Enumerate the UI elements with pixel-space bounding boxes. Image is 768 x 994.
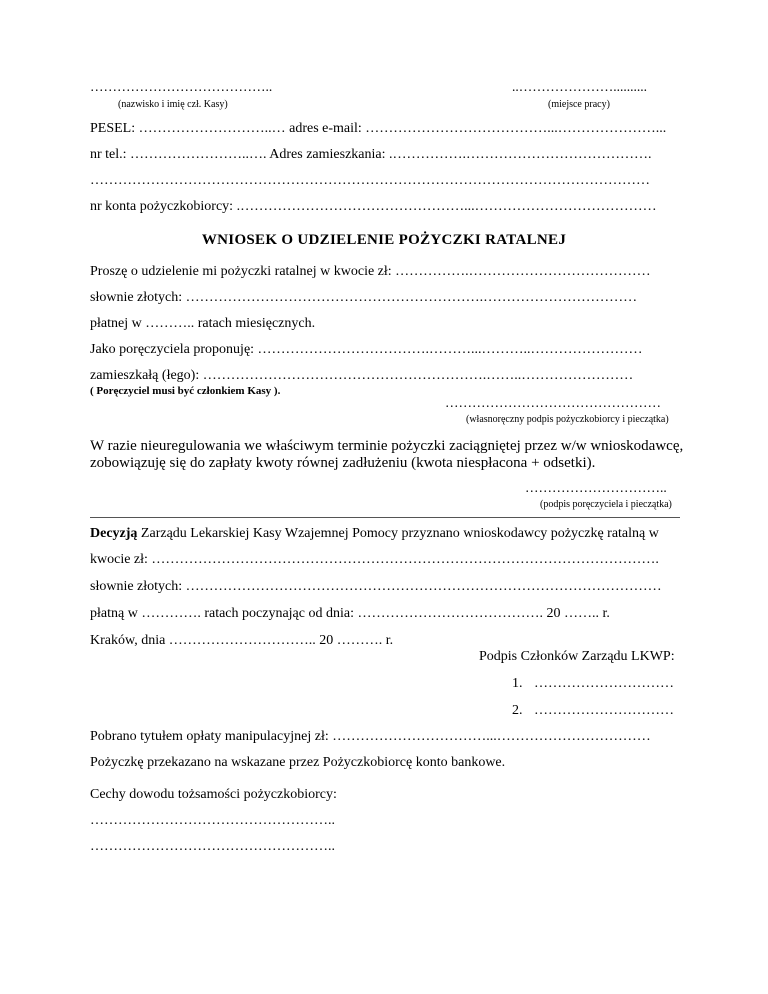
workplace-field-label: (miejsce pracy)	[548, 99, 610, 110]
page-title: WNIOSEK O UDZIELENIE POŻYCZKI RATALNEJ	[201, 232, 567, 248]
section-divider	[90, 517, 680, 518]
decision-text-line	[90, 526, 659, 542]
pesel-email-line: PESEL: ………………………..… adres e-mail: …………………………………...…………………...	[90, 121, 667, 136]
installments-line: płatnej w ……….. ratach miesięcznych.	[90, 316, 316, 331]
guarantor-line: Jako poręczyciela proponuję: ……………………………….………...………..……………………	[90, 342, 643, 357]
board-signature-1-dots: …………………………	[534, 676, 674, 691]
name-field-label: (nazwisko i imię czł. Kasy)	[118, 99, 228, 110]
workplace-dotted-field: ..…………………..........	[512, 79, 647, 94]
handling-fee-line: Pobrano tytułem opłaty manipulacyjnej zł: ……………………………...……………………………	[90, 729, 651, 744]
name-dotted-field: …………………………………..	[90, 79, 273, 94]
guarantor-signature-dots: …………………………..	[525, 480, 667, 495]
amount-in-words-line: słownie złotych: ……………………………………………………….……………………………	[90, 290, 638, 305]
borrower-signature-label: (własnoręczny podpis pożyczkobiorcy i pieczątka)	[466, 414, 669, 425]
account-number-line: nr konta pożyczkobiorcy: .…………………………………………...…………………………………	[90, 199, 657, 214]
borrower-signature-dots: …………………………………………	[445, 395, 661, 410]
board-signature-2-number: 2.	[512, 703, 523, 718]
granted-amount-line: kwocie zł: ……………………………………………………………………………………………….	[90, 552, 659, 567]
granted-amount-words-line: słownie złotych: …………………………………………………………………………………………	[90, 579, 662, 594]
id-document-dots-2: ……………………………………………..	[90, 839, 335, 854]
guarantor-residence-line: zamieszkałą (łego): …………………………………………………….……..……………………	[90, 368, 634, 383]
board-signature-1-number: 1.	[512, 676, 523, 691]
board-signature-2-dots: …………………………	[534, 703, 674, 718]
guarantee-text-line-1: W razie nieuregulowania we właściwym terminie pożyczki zaciągniętej przez w/w wnioskodawcę,	[90, 438, 684, 454]
decision-bold-word: Decyzją	[90, 526, 138, 541]
address-continuation-line: …………………………………………………………………………………………………………	[90, 173, 650, 188]
id-document-dots-1: ……………………………………………..	[90, 813, 335, 828]
place-date-line: Kraków, dnia ………………………….. 20 ………. r.	[90, 633, 394, 648]
phone-address-line: nr tel.: ……………………..…. Adres zamieszkania: .…………….………………………………….	[90, 147, 652, 162]
loan-transfer-line: Pożyczkę przekazano na wskazane przez Pożyczkobiorcę konto bankowe.	[90, 755, 506, 770]
loan-amount-line: Proszę o udzielenie mi pożyczki ratalnej w kwocie zł: …………….…………………………………	[90, 264, 651, 279]
guarantee-text-line-2: zobowiązuję się do zapłaty kwoty równej zadłużeniu (kwota niespłacona + odsetki).	[90, 455, 596, 471]
granted-installments-line: płatną w …………. ratach poczynając od dnia: …………………………………. 20 …….. r.	[90, 606, 610, 621]
decision-text-rest: Zarządu Lekarskiej Kasy Wzajemnej Pomocy przyznano wnioskodawcy pożyczkę ratalną w	[137, 526, 659, 541]
id-document-label: Cechy dowodu tożsamości pożyczkobiorcy:	[90, 787, 337, 802]
board-signatures-label: Podpis Członków Zarządu LKWP:	[479, 649, 675, 664]
guarantor-signature-label: (podpis poręczyciela i pieczątka)	[540, 499, 672, 510]
guarantor-member-note: ( Poręczyciel musi być członkiem Kasy ).	[90, 385, 281, 397]
